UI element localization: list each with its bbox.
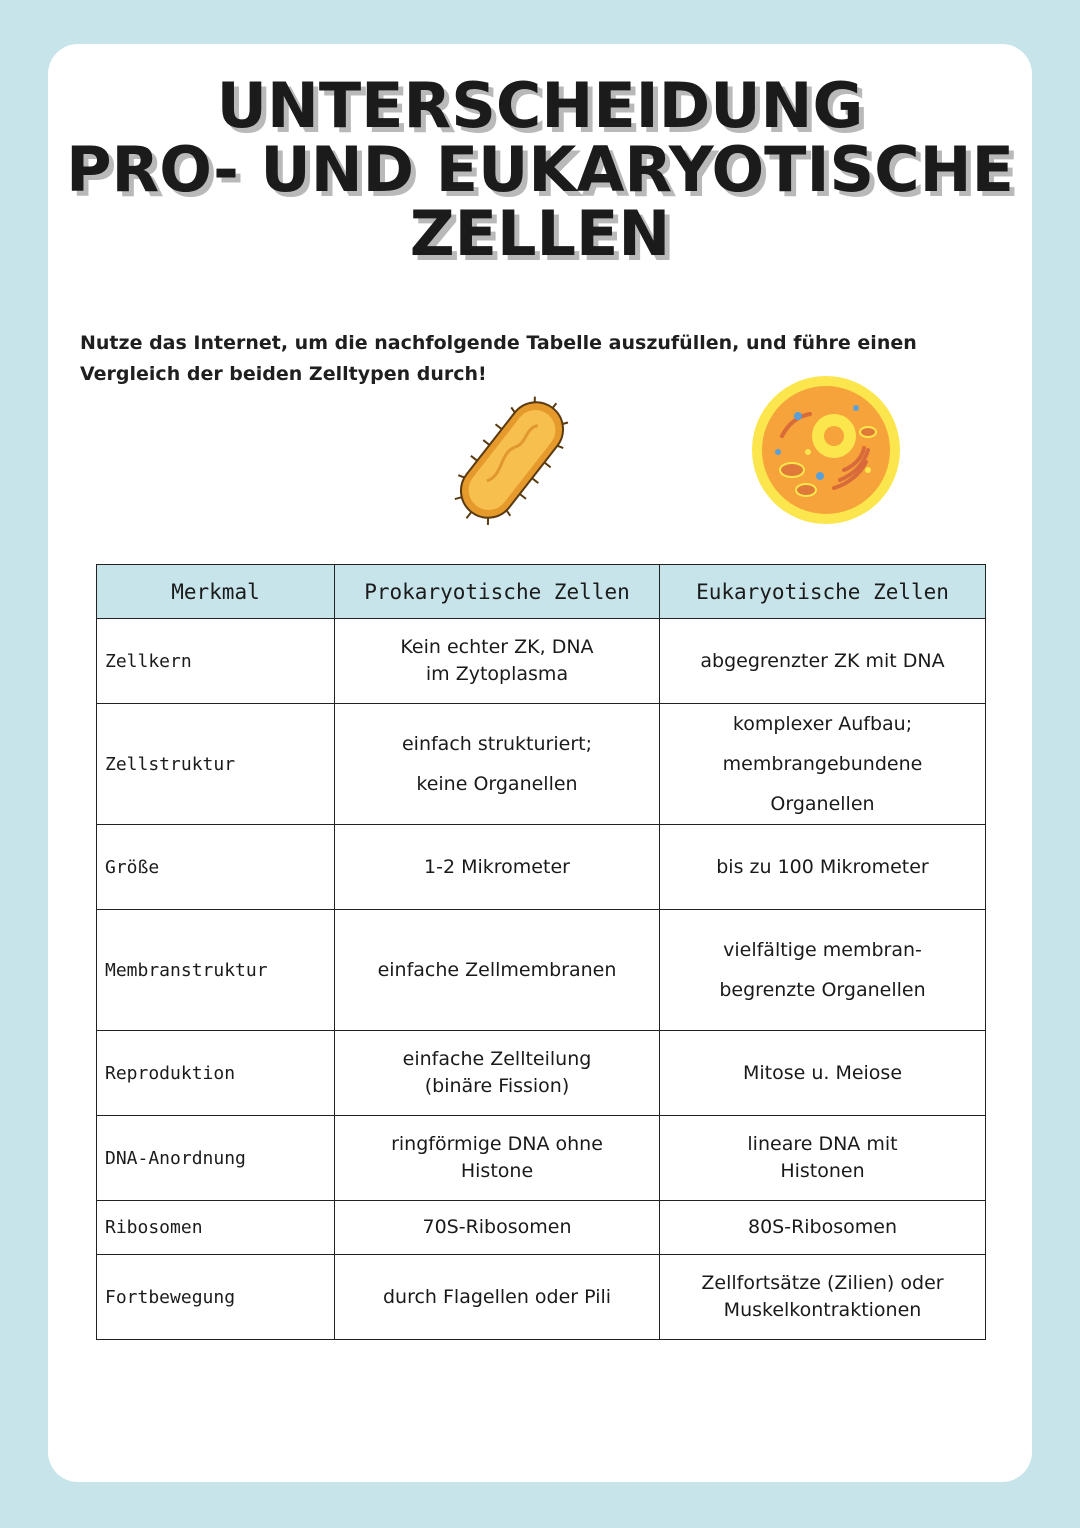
cell-line: 80S-Ribosomen [747,1216,898,1238]
cell-line: Zellfortsätze (Zilien) oder [701,1272,944,1294]
cell-line: abgegrenzter ZK mit DNA [700,649,945,672]
title-line-3: ZELLEN [409,197,671,270]
feature-cell: Membranstruktur [97,910,335,1031]
cell-line: einfach strukturiert; [401,733,592,755]
prokaryotic-cell [335,704,660,825]
cell-line: Muskelkontraktionen [723,1299,922,1321]
instruction-line-2: Vergleich der beiden Zelltypen durch! [80,363,487,385]
prokaryotic-cell [335,1031,660,1116]
feature-cell: Größe [97,825,335,910]
table-row [97,1116,986,1201]
table-row [97,1201,986,1255]
cell-line: im Zytoplasma [425,663,569,685]
prokaryotic-cell [335,910,660,1031]
feature-cell: Fortbewegung [97,1255,335,1340]
table-row [97,619,986,704]
header-feature: Merkmal [97,565,335,619]
eukaryotic-cell [660,1116,986,1201]
cell-line: (binäre Fission) [424,1075,570,1097]
table-row [97,704,986,825]
eukaryotic-cell [660,1201,986,1255]
feature-cell: Zellkern [97,619,335,704]
instruction-line-1: Nutze das Internet, um die nachfolgende Tabelle auszufüllen, und führe einen [80,332,917,354]
eukaryotic-cell [660,1031,986,1116]
title-line-1: UNTERSCHEIDUNG [216,69,864,142]
table-row [97,1255,986,1340]
cell-line: Histone [460,1160,534,1182]
cell-line: Mitose u. Meiose [742,1061,903,1084]
cell-line: membrangebundene Organellen [722,753,923,815]
header-prokaryotic: Prokaryotische Zellen [335,565,660,619]
cell-line: bis zu 100 Mikrometer [716,855,929,878]
cell-line: durch Flagellen oder Pili [382,1285,612,1308]
cell-line: 1-2 Mikrometer [424,855,570,878]
prokaryotic-cell [335,1201,660,1255]
cell-line: komplexer Aufbau; [732,713,913,735]
table-row [97,1031,986,1116]
feature-cell: Zellstruktur [97,704,335,825]
eukaryotic-cell [660,704,986,825]
table-row [97,825,986,910]
header-eukaryotic: Eukaryotische Zellen [660,565,986,619]
title-line-2: PRO- UND EUKARYOTISCHE [66,133,1014,206]
cell-line: keine Organellen [416,773,578,795]
eukaryotic-cell [660,1255,986,1340]
bacterium-icon [440,385,585,535]
cell-line: 70S-Ribosomen [422,1216,572,1238]
feature-cell: DNA-Anordnung [97,1116,335,1201]
eukaryotic-cell-icon [748,372,904,528]
prokaryotic-cell [335,1116,660,1201]
cell-line: ringförmige DNA ohne [391,1133,603,1155]
eukaryotic-cell [660,910,986,1031]
cell-line: begrenzte Organellen [719,979,926,1001]
prokaryotic-cell [335,825,660,910]
prokaryotic-cell [335,1255,660,1340]
cell-line: lineare DNA mit [747,1133,898,1155]
cell-line: vielfältige membran- [723,939,922,961]
cell-line: einfache Zellteilung [402,1048,592,1070]
eukaryotic-cell [660,825,986,910]
page-title [0,69,1080,270]
feature-cell: Ribosomen [97,1201,335,1255]
cell-line: Kein echter ZK, DNA [400,636,594,658]
table-header-row [97,565,986,619]
prokaryotic-cell [335,619,660,704]
table-row [97,910,986,1031]
comparison-table [96,564,986,1340]
feature-cell: Reproduktion [97,1031,335,1116]
eukaryotic-cell [660,619,986,704]
cell-line: einfache Zellmembranen [377,958,617,981]
cell-line: Histonen [780,1160,865,1182]
